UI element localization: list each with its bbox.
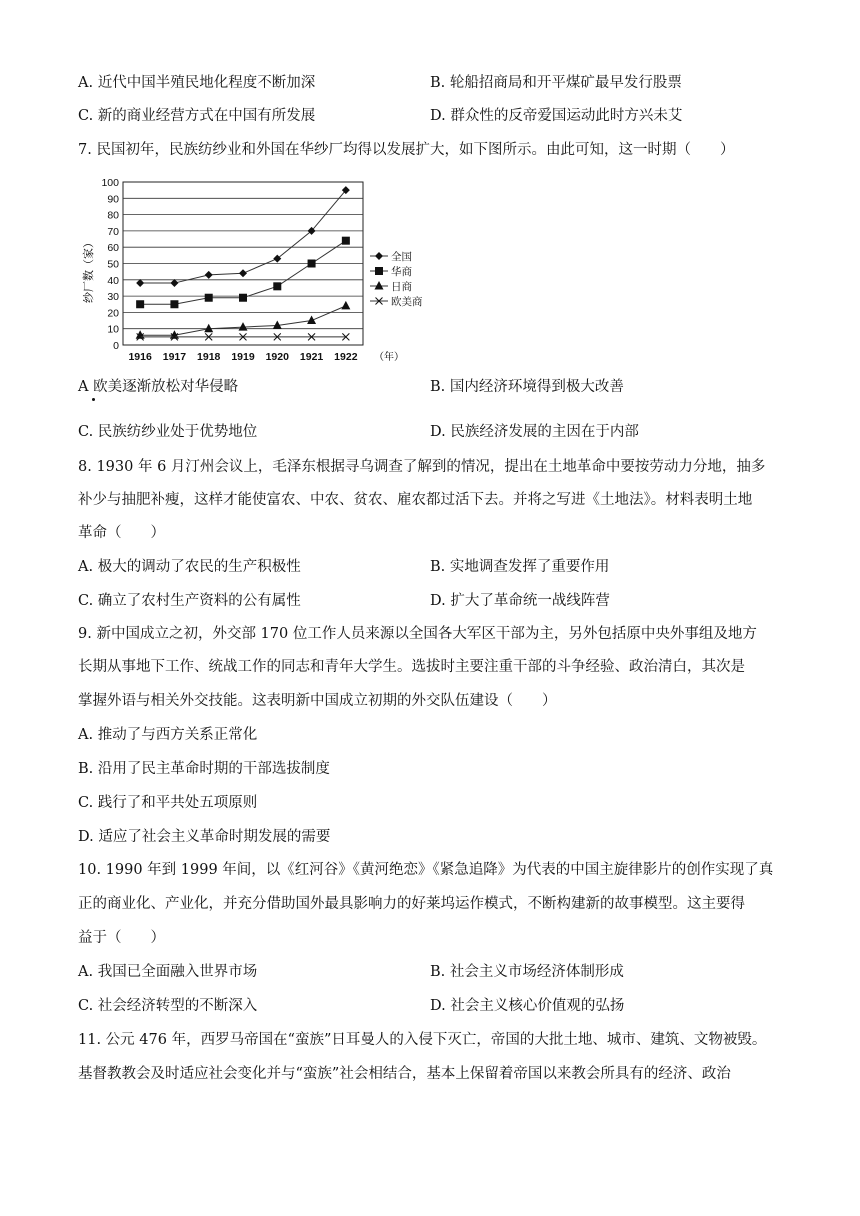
legend-entry — [370, 265, 412, 278]
q7-option-a: A 欧美逐渐放松对华侵略 — [78, 379, 239, 395]
chart-x-label: （年） — [374, 352, 404, 363]
data-point — [170, 279, 178, 287]
data-point — [307, 316, 316, 325]
series-x — [137, 333, 350, 340]
data-point — [308, 260, 316, 268]
legend-label: 日商 — [391, 281, 412, 293]
y-tick-label: 0 — [113, 340, 119, 352]
y-tick-label: 50 — [107, 258, 119, 271]
q9-stem-line-1: 9. 新中国成立之初，外交部 170 位工作人员来源以全国各大军区干部为主，另外包括原中央外事组及地方 — [78, 626, 757, 642]
data-point — [375, 267, 383, 275]
q10-option-c: C. 社会经济转型的不断深入 — [78, 998, 258, 1014]
x-tick-label: 1920 — [265, 351, 289, 363]
series-triangle — [136, 301, 351, 339]
data-point — [375, 252, 383, 260]
x-tick-label: 1921 — [299, 351, 324, 363]
q9-option-d: D. 适应了社会主义革命时期发展的需要 — [78, 829, 331, 845]
legend-entry — [370, 280, 412, 293]
x-tick-label: 1917 — [162, 351, 187, 363]
legend-label: 欧美商 — [391, 296, 423, 308]
q6-option-d: D. 群众性的反帝爱国运动此时方兴未艾 — [430, 108, 683, 124]
data-point — [239, 269, 247, 277]
q11-stem-line-1: 11. 公元 476 年，西罗马帝国在“蛮族”日耳曼人的入侵下灭亡，帝国的大批土地、城市、建筑、文物被毁。 — [78, 1032, 767, 1048]
q10-stem-line-1: 10. 1990 年到 1999 年间，以《红河谷》《黄河绝恋》《紧急追降》为代表的中国主旋律影片的创作实现了真 — [78, 862, 774, 878]
q8-option-a: A. 极大的调动了农民的生产积极性 — [78, 559, 301, 575]
q9-option-a: A. 推动了与西方关系正常化 — [78, 727, 258, 743]
q8-stem-line-3: 革命（ ） — [78, 525, 165, 541]
y-tick-label: 40 — [107, 274, 119, 287]
q9-option-c: C. 践行了和平共处五项原则 — [78, 795, 258, 811]
chart-y-label: 纱厂数（家） — [83, 237, 95, 303]
legend-label: 华商 — [391, 266, 412, 278]
q8-stem-line-1: 8. 1930 年 6 月汀州会议上，毛泽东根据寻乌调查了解到的情况，提出在土地革命中要按劳动力分地，抽多 — [78, 459, 766, 475]
data-point — [342, 237, 350, 245]
series-line — [140, 306, 346, 335]
y-tick-label: 20 — [107, 307, 119, 320]
q7-option-c: C. 民族纺纱业处于优势地位 — [78, 424, 258, 440]
legend-entry — [370, 250, 412, 263]
data-point — [204, 324, 213, 333]
legend-label: 全国 — [391, 251, 412, 263]
legend-entry — [370, 295, 423, 308]
q6-option-b: B. 轮船招商局和开平煤矿最早发行股票 — [430, 75, 682, 91]
q10-option-d: D. 社会主义核心价值观的弘扬 — [430, 998, 625, 1014]
x-tick-label: 1922 — [334, 351, 358, 363]
y-tick-label: 60 — [107, 242, 119, 255]
q7-stem: 7. 民国初年，民族纺纱业和外国在华纱厂均得以发展扩大，如下图所示。由此可知，这一时期（ ） — [78, 142, 735, 158]
data-point — [239, 322, 248, 331]
q8-stem-line-2: 补少与抽肥补瘦，这样才能使富农、中农、贫农、雇农都过活下去。并将之写进《土地法》。材料表明土地 — [78, 492, 753, 508]
q10-option-b: B. 社会主义市场经济体制形成 — [430, 964, 624, 980]
q8-option-d: D. 扩大了革命统一战线阵营 — [430, 593, 610, 609]
data-point — [239, 294, 247, 302]
q6-option-c: C. 新的商业经营方式在中国有所发展 — [78, 108, 316, 124]
chart-grid — [123, 182, 363, 345]
q6-option-a: A. 近代中国半殖民地化程度不断加深 — [78, 75, 316, 91]
q7-option-b: B. 国内经济环境得到极大改善 — [430, 379, 624, 395]
chart-x-ticks — [128, 351, 357, 363]
data-point — [341, 301, 350, 310]
q9-stem-line-2: 长期从事地下工作、统战工作的同志和青年大学生。选拔时主要注重干部的斗争经验、政治清白，其次是 — [78, 659, 745, 675]
y-tick-label: 30 — [107, 291, 119, 304]
y-tick-label: 100 — [101, 177, 119, 189]
q9-stem-line-3: 掌握外语与相关外交技能。这表明新中国成立初期的外交队伍建设（ ） — [78, 693, 557, 709]
chart-y-ticks — [101, 177, 119, 352]
y-tick-label: 70 — [107, 225, 119, 238]
y-tick-label: 90 — [107, 193, 119, 206]
data-point — [170, 300, 178, 308]
x-tick-label: 1918 — [197, 351, 221, 363]
chart-legend — [370, 250, 423, 308]
data-point — [273, 282, 281, 290]
x-tick-label: 1919 — [231, 351, 255, 363]
series-line — [140, 190, 346, 283]
series-diamond — [136, 186, 350, 287]
q11-stem-line-2: 基督教教会及时适应社会变化并与“蛮族”社会相结合，基本上保留着帝国以来教会所具有的经济、政治 — [78, 1066, 731, 1082]
y-tick-label: 10 — [107, 323, 119, 336]
q10-stem-line-2: 正的商业化、产业化，并充分借助国外最具影响力的好莱坞运作模式，不断构建新的故事模型。这主要得 — [78, 896, 745, 912]
data-point — [136, 300, 144, 308]
decorative-dot — [92, 398, 95, 401]
data-point — [136, 279, 144, 287]
q9-option-b: B. 沿用了民主革命时期的干部选拔制度 — [78, 761, 330, 777]
data-point — [205, 271, 213, 279]
q8-option-b: B. 实地调查发挥了重要作用 — [430, 559, 610, 575]
x-tick-label: 1916 — [128, 351, 152, 363]
q10-option-a: A. 我国已全面融入世界市场 — [78, 964, 258, 980]
data-point — [205, 294, 213, 302]
q10-stem-line-3: 益于（ ） — [78, 930, 165, 946]
y-tick-label: 80 — [107, 209, 119, 222]
q8-option-c: C. 确立了农村生产资料的公有属性 — [78, 593, 301, 609]
data-point — [375, 281, 384, 290]
q7-line-chart — [78, 170, 438, 365]
q7-option-d: D. 民族经济发展的主因在于内部 — [430, 424, 639, 440]
